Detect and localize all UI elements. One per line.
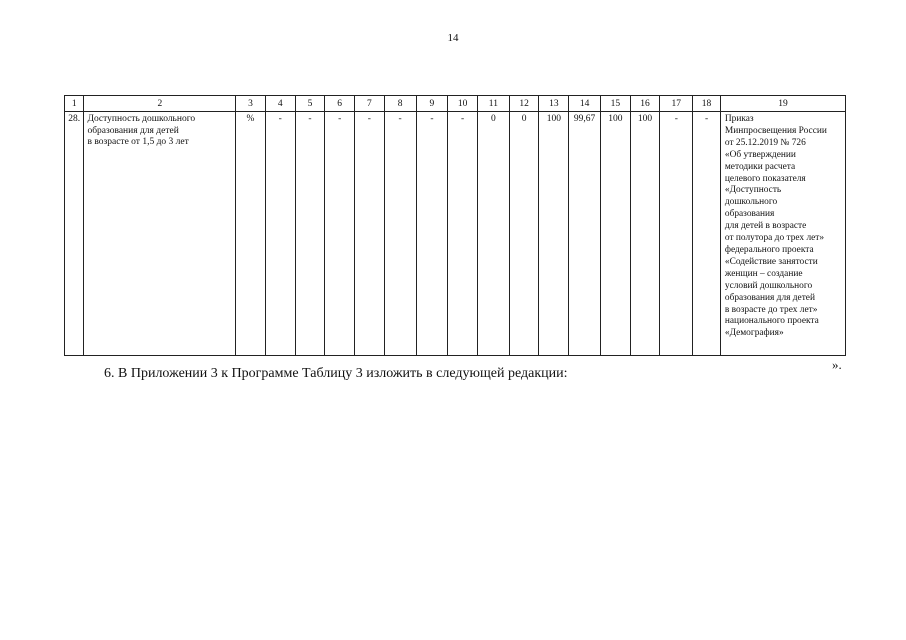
note-line: от полутора до трех лет» [724, 233, 825, 244]
note-cell [720, 112, 845, 356]
indicator-table [64, 95, 846, 356]
row-number-cell: 28. [65, 112, 84, 356]
column-header: 11 [478, 96, 510, 112]
value-cell: - [355, 112, 385, 356]
value-cell: - [265, 112, 295, 356]
value-cell: 100 [600, 112, 630, 356]
indicator-name-line: образования для детей [87, 125, 179, 136]
note-line: «Об утверждении [724, 149, 796, 160]
column-header: 4 [265, 96, 295, 112]
value-cell: - [295, 112, 325, 356]
note-line: «Доступность [724, 185, 782, 196]
note-line: условий дошкольного [724, 280, 813, 291]
value-cell: 100 [539, 112, 569, 356]
note-line: федерального проекта [724, 244, 814, 255]
value-cell: 99,67 [569, 112, 601, 356]
value-cell: - [448, 112, 478, 356]
value-cell: - [416, 112, 448, 356]
indicator-name-line: Доступность дошкольного [87, 114, 196, 124]
column-header: 8 [384, 96, 416, 112]
column-header: 2 [84, 96, 236, 112]
unit-cell: % [236, 112, 266, 356]
value-cell: - [384, 112, 416, 356]
column-header: 3 [236, 96, 266, 112]
column-header: 17 [660, 96, 693, 112]
note-line: в возрасте до трех лет» [724, 304, 818, 315]
value-cell: - [325, 112, 355, 356]
column-header: 1 [65, 96, 84, 112]
closing-quote: ». [832, 357, 842, 372]
column-header: 14 [569, 96, 601, 112]
note-line: образования [724, 209, 775, 220]
value-cell: - [660, 112, 693, 356]
note-line: дошкольного [724, 197, 778, 208]
column-header: 15 [600, 96, 630, 112]
note-line: образования для детей [724, 292, 815, 303]
value-cell: 0 [478, 112, 510, 356]
column-header: 7 [355, 96, 385, 112]
note-line: целевого показателя [724, 173, 806, 184]
column-header: 9 [416, 96, 448, 112]
value-cell: - [693, 112, 721, 356]
note-line: «Содействие занятости [724, 256, 818, 267]
note-line: «Демография» [724, 328, 784, 339]
column-header: 16 [630, 96, 660, 112]
column-header: 18 [693, 96, 721, 112]
table-row [65, 112, 846, 356]
indicator-name-line: в возрасте от 1,5 до 3 лет [87, 137, 189, 147]
note-line: национального проекта [724, 316, 819, 327]
value-cell: 0 [509, 112, 539, 356]
note-line: от 25.12.2019 № 726 [724, 137, 806, 148]
note-line: методики расчета [724, 161, 796, 172]
indicator-name-cell [84, 112, 236, 356]
instruction-paragraph: 6. В Приложении 3 к Программе Таблицу 3 изложить в следующей редакции: [104, 366, 568, 381]
value-cell: 100 [630, 112, 660, 356]
note-line: Приказ [724, 114, 754, 124]
column-header: 19 [720, 96, 845, 112]
column-header: 13 [539, 96, 569, 112]
column-header: 12 [509, 96, 539, 112]
note-line: женщин – создание [724, 268, 803, 279]
column-header: 5 [295, 96, 325, 112]
column-header: 6 [325, 96, 355, 112]
page-number: 14 [447, 32, 459, 44]
header-row [65, 96, 846, 112]
note-line: для детей в возрасте [724, 221, 807, 232]
note-line: Минпросвещения России [724, 125, 827, 136]
column-header: 10 [448, 96, 478, 112]
